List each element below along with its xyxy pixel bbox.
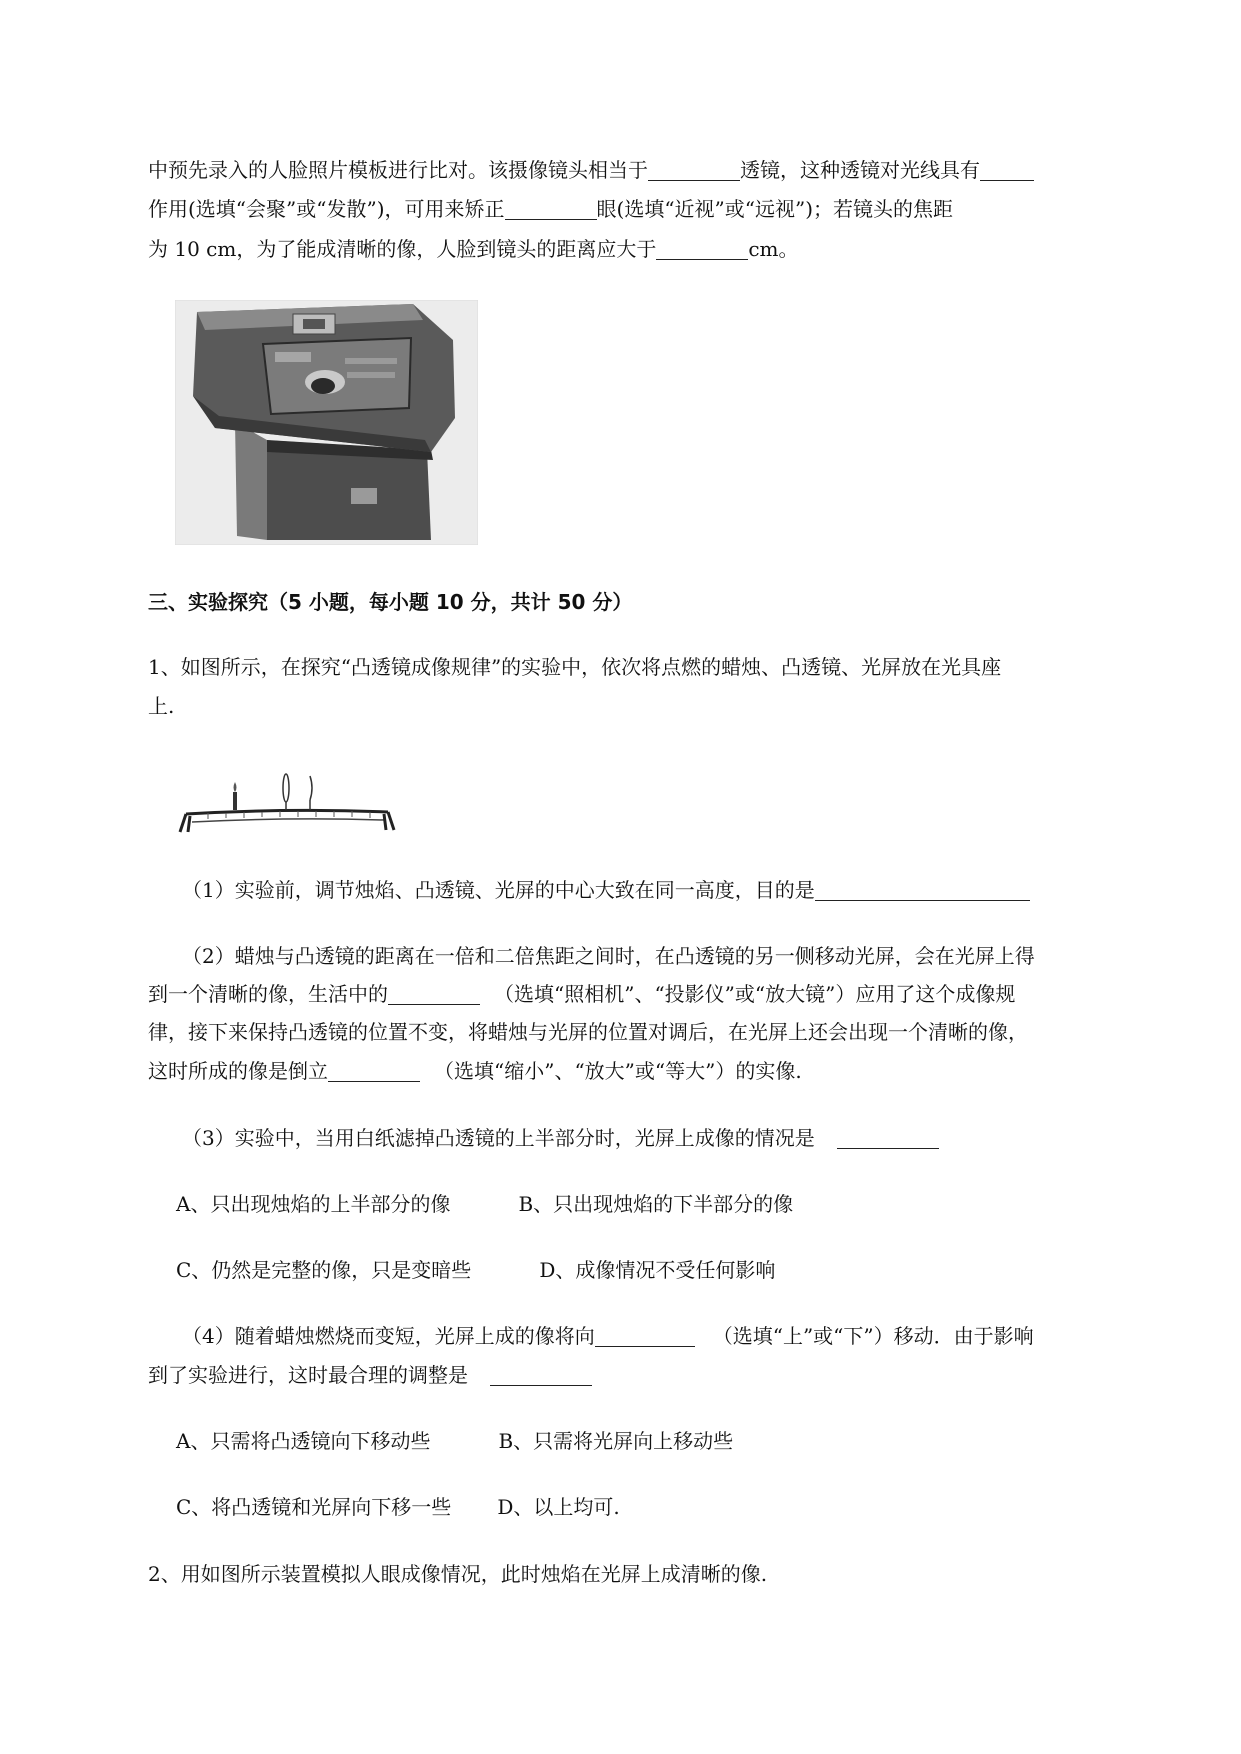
option-b: B、只出现烛焰的下半部分的像 — [518, 1192, 794, 1216]
answer-blank[interactable] — [328, 1061, 420, 1082]
q1-sub2-text: 到一个清晰的像，生活中的 — [148, 982, 388, 1006]
q1-sub4-options-row-1 — [176, 1427, 733, 1455]
q1-sub2-text: 这时所成的像是倒立 — [148, 1059, 328, 1083]
q1-sub2-text: （选填“缩小”、“放大”或“等大”）的实像. — [434, 1059, 802, 1083]
answer-blank[interactable] — [388, 984, 480, 1005]
q1-stem-line-1: 1、如图所示，在探究“凸透镜成像规律”的实验中，依次将点燃的蜡烛、凸透镜、光屏放在光具座 — [148, 655, 1002, 679]
q1-sub3-text: （3）实验中，当用白纸滤掉凸透镜的上半部分时，光屏上成像的情况是 — [182, 1126, 815, 1150]
q1-sub2-text: （选填“照相机”、“投影仪”或“放大镜”）应用了这个成像规 — [494, 982, 1016, 1006]
answer-blank[interactable] — [505, 199, 597, 220]
intro-line-2 — [148, 195, 953, 223]
intro-text: 作用(选填“会聚”或“发散”)，可用来矫正 — [148, 197, 505, 221]
face-recognition-kiosk-image — [175, 300, 478, 545]
answer-blank[interactable] — [490, 1365, 592, 1386]
intro-text: 透镜，这种透镜对光线具有 — [740, 158, 980, 182]
answer-blank[interactable] — [837, 1128, 939, 1149]
intro-text: cm。 — [748, 237, 799, 261]
answer-blank[interactable] — [656, 239, 748, 260]
q1-sub4-text: 到了实验进行，这时最合理的调整是 — [148, 1363, 468, 1387]
answer-blank[interactable] — [980, 160, 1034, 181]
option-d: D、成像情况不受任何影响 — [539, 1258, 776, 1282]
q2-stem: 2、用如图所示装置模拟人眼成像情况，此时烛焰在光屏上成清晰的像. — [148, 1562, 768, 1586]
answer-blank[interactable] — [815, 880, 1030, 901]
intro-text: 为 10 cm，为了能成清晰的像，人脸到镜头的距离应大于 — [148, 237, 657, 261]
q1-sub2-line-2 — [148, 980, 1015, 1008]
answer-blank[interactable] — [648, 160, 740, 181]
q1-stem-line-2: 上. — [148, 694, 175, 718]
q1-sub2-line-1: （2）蜡烛与凸透镜的距离在一倍和二倍焦距之间时，在凸透镜的另一侧移动光屏，会在光屏上得 — [182, 944, 1035, 968]
q1-sub1 — [182, 876, 1030, 904]
section-heading: 三、实验探究（5 小题，每小题 10 分，共计 50 分） — [148, 590, 633, 614]
intro-line-3 — [148, 235, 799, 263]
option-c: C、仍然是完整的像，只是变暗些 — [176, 1258, 472, 1282]
q1-sub3 — [182, 1124, 939, 1152]
q1-sub2-line-4 — [148, 1057, 802, 1085]
q1-sub4-options-row-2 — [176, 1493, 620, 1521]
answer-blank[interactable] — [595, 1326, 695, 1347]
option-a: A、只需将凸透镜向下移动些 — [176, 1429, 431, 1453]
option-c: C、将凸透镜和光屏向下移一些 — [176, 1495, 452, 1519]
intro-text: 中预先录入的人脸照片模板进行比对。该摄像镜头相当于 — [148, 158, 648, 182]
q1-sub4-text: （4）随着蜡烛燃烧而变短，光屏上成的像将向 — [182, 1324, 595, 1348]
q1-sub4-line-2 — [148, 1361, 592, 1389]
q1-sub4-line-1 — [182, 1322, 1034, 1350]
q1-sub3-options-row-2 — [176, 1256, 775, 1284]
optical-bench-diagram — [178, 762, 398, 834]
option-d: D、以上均可. — [497, 1495, 620, 1519]
q1-sub3-options-row-1 — [176, 1190, 793, 1218]
q1-sub1-text: （1）实验前，调节烛焰、凸透镜、光屏的中心大致在同一高度，目的是 — [182, 878, 815, 902]
option-a: A、只出现烛焰的上半部分的像 — [176, 1192, 451, 1216]
q1-sub4-text: （选填“上”或“下”）移动．由于影响 — [712, 1324, 1034, 1348]
q1-sub2-line-3: 律，接下来保持凸透镜的位置不变，将蜡烛与光屏的位置对调后，在光屏上还会出现一个清晰的像， — [148, 1020, 1028, 1044]
intro-text: 眼(选填“近视”或“远视”)；若镜头的焦距 — [596, 197, 954, 221]
option-b: B、只需将光屏向上移动些 — [498, 1429, 734, 1453]
intro-line-1 — [148, 156, 1034, 184]
